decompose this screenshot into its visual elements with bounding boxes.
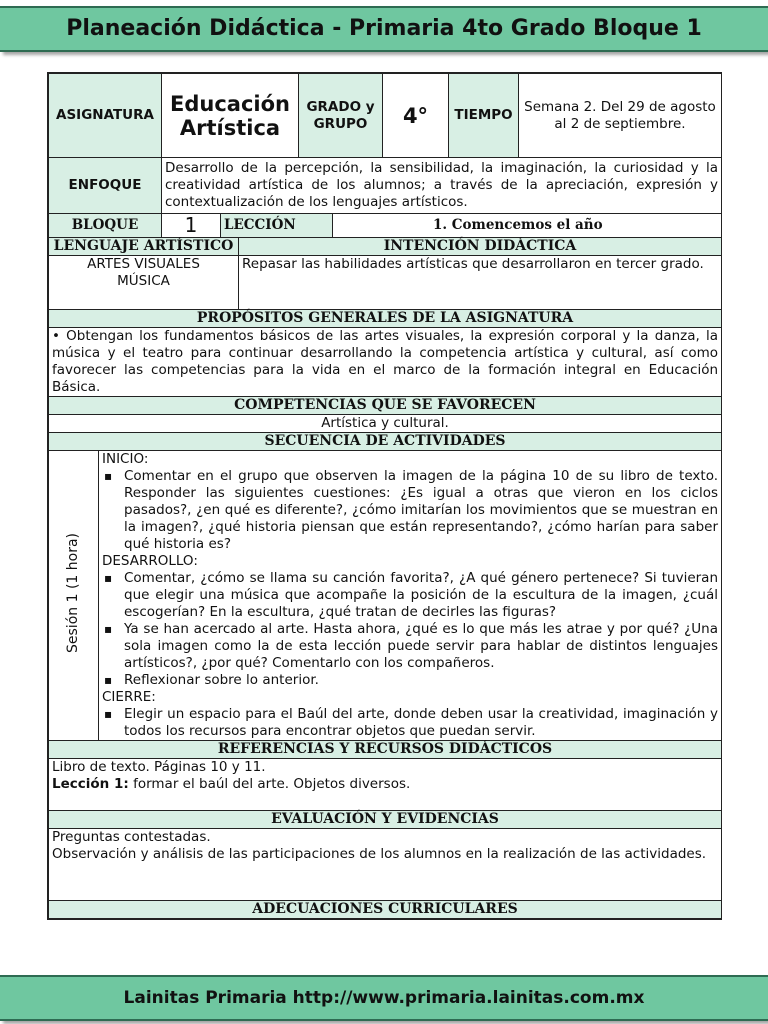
- intencion-value: Repasar las habilidades artísticas que desarrollaron en tercer grado.: [239, 256, 722, 310]
- asignatura-label: ASIGNATURA: [49, 74, 162, 158]
- session-cell: [49, 451, 99, 741]
- page-title-banner: [0, 6, 768, 52]
- list-item: ▪ Reflexionar sobre lo anterior.: [124, 672, 718, 689]
- grado-label: GRADO y GRUPO: [299, 74, 383, 158]
- activities-cell: [99, 451, 722, 741]
- lesson-plan-document: [47, 72, 722, 920]
- intencion-label: INTENCIÓN DIDÁCTICA: [239, 238, 722, 256]
- bloque-label: BLOQUE: [49, 214, 162, 238]
- session-label: Sesión 1 (1 hora): [65, 533, 81, 653]
- leccion-label: LECCIÓN: [221, 214, 333, 238]
- cierre-label: CIERRE:: [102, 689, 156, 705]
- asignatura-value: Educación Artística: [162, 74, 299, 158]
- referencias-line2: [52, 776, 718, 793]
- inicio-label: INICIO:: [102, 451, 149, 467]
- list-item: ▪ Elegir un espacio para el Baúl del arte, donde deben usar la creatividad, imaginación y todos los recursos para encontrar objetos que puedan servir.: [124, 706, 718, 740]
- desarrollo-list: [102, 570, 718, 689]
- propositos-label: PROPÓSITOS GENERALES DE LA ASIGNATURA: [49, 310, 722, 328]
- list-item: ▪ Ya se han acercado al arte. Hasta ahora, ¿qué es lo que más les atrae y por qué? ¿Una sola imagen como la de esta lección puede servir para hablar de distintos lenguajes artísticos?, ¿por qué? Comentarlo con los compañeros.: [124, 621, 718, 672]
- list-item: ▪ Comentar, ¿cómo se llama su canción favorita?, ¿A qué género pertenece? Si tuvieran que elegir una música que acompañe la posición de la escultura de la imagen, ¿cuál escogerían? En la escultura, ¿qué tratan de decirles las figuras?: [124, 570, 718, 621]
- footer-link[interactable]: Lainitas Primaria http://www.primaria.lainitas.com.mx: [123, 988, 645, 1008]
- propositos-text: • Obtengan los fundamentos básicos de las artes visuales, la expresión corporal y la danza, la música y el teatro para continuar desarrollando la competencia artística y cultural, así como favorecer las competencias para la vida en el marco de la formación integral en Educación Básica.: [49, 328, 722, 397]
- bloque-table: [48, 213, 722, 238]
- evaluacion-line1: Preguntas contestadas.: [52, 829, 211, 845]
- enfoque-label: ENFOQUE: [49, 158, 162, 214]
- evaluacion-line2: Observación y análisis de las participaciones de los alumnos en la realización de las actividades.: [52, 846, 707, 862]
- list-item: ▪ Comentar en el grupo que observen la imagen de la página 10 de su libro de texto. Responder las siguientes cuestiones: ¿Es igual a otras que vieron en los ciclos pasados?, ¿en qué es diferente?, ¿cómo imitarían los movimientos que se muestran en la imagen?, ¿qué historia piensan que están representando?, ¿cómo harían para saber qué historia es?: [124, 468, 718, 553]
- lenguaje-item: MÚSICA: [117, 273, 170, 289]
- grado-value: 4°: [383, 74, 449, 158]
- footer-banner: [0, 975, 768, 1021]
- desarrollo-label: DESARROLLO:: [102, 553, 198, 569]
- enfoque-value: Desarrollo de la percepción, la sensibilidad, la imaginación, la curiosidad y la creatividad artística de los alumnos; a través de la apreciación, expresión y contextualización de los lenguajes artísticos.: [162, 158, 722, 214]
- tiempo-value: Semana 2. Del 29 de agosto al 2 de septiembre.: [519, 74, 722, 158]
- referencias-label: REFERENCIAS Y RECURSOS DIDÁCTICOS: [49, 741, 722, 759]
- bloque-value: 1: [162, 214, 221, 238]
- evaluacion-cell: [49, 829, 722, 901]
- page-title: Planeación Didáctica - Primaria 4to Grado Bloque 1: [66, 16, 702, 41]
- info-table: [48, 73, 722, 214]
- leccion-value: 1. Comencemos el año: [333, 214, 722, 238]
- cierre-list: [102, 706, 718, 740]
- referencias-cell: [49, 759, 722, 811]
- tiempo-label: TIEMPO: [449, 74, 519, 158]
- leccion-ref-label: Lección 1:: [52, 776, 129, 792]
- lenguaje-items: [49, 256, 239, 310]
- referencias-line1: Libro de texto. Páginas 10 y 11.: [52, 759, 266, 775]
- lenguaje-table: [48, 237, 722, 310]
- leccion-ref-text: formar el baúl del arte. Objetos diversos.: [128, 776, 411, 792]
- competencias-label: COMPETENCIAS QUE SE FAVORECEN: [49, 397, 722, 415]
- adecuaciones-label: ADECUACIONES CURRICULARES: [49, 901, 722, 919]
- lenguaje-label: LENGUAJE ARTÍSTICO: [49, 238, 239, 256]
- lenguaje-item: ARTES VISUALES: [87, 256, 200, 272]
- competencias-text: Artística y cultural.: [49, 415, 722, 433]
- secuencia-label: SECUENCIA DE ACTIVIDADES: [49, 433, 722, 451]
- evaluacion-label: EVALUACIÓN Y EVIDENCIAS: [49, 811, 722, 829]
- inicio-list: [102, 468, 718, 553]
- main-table: [48, 309, 722, 919]
